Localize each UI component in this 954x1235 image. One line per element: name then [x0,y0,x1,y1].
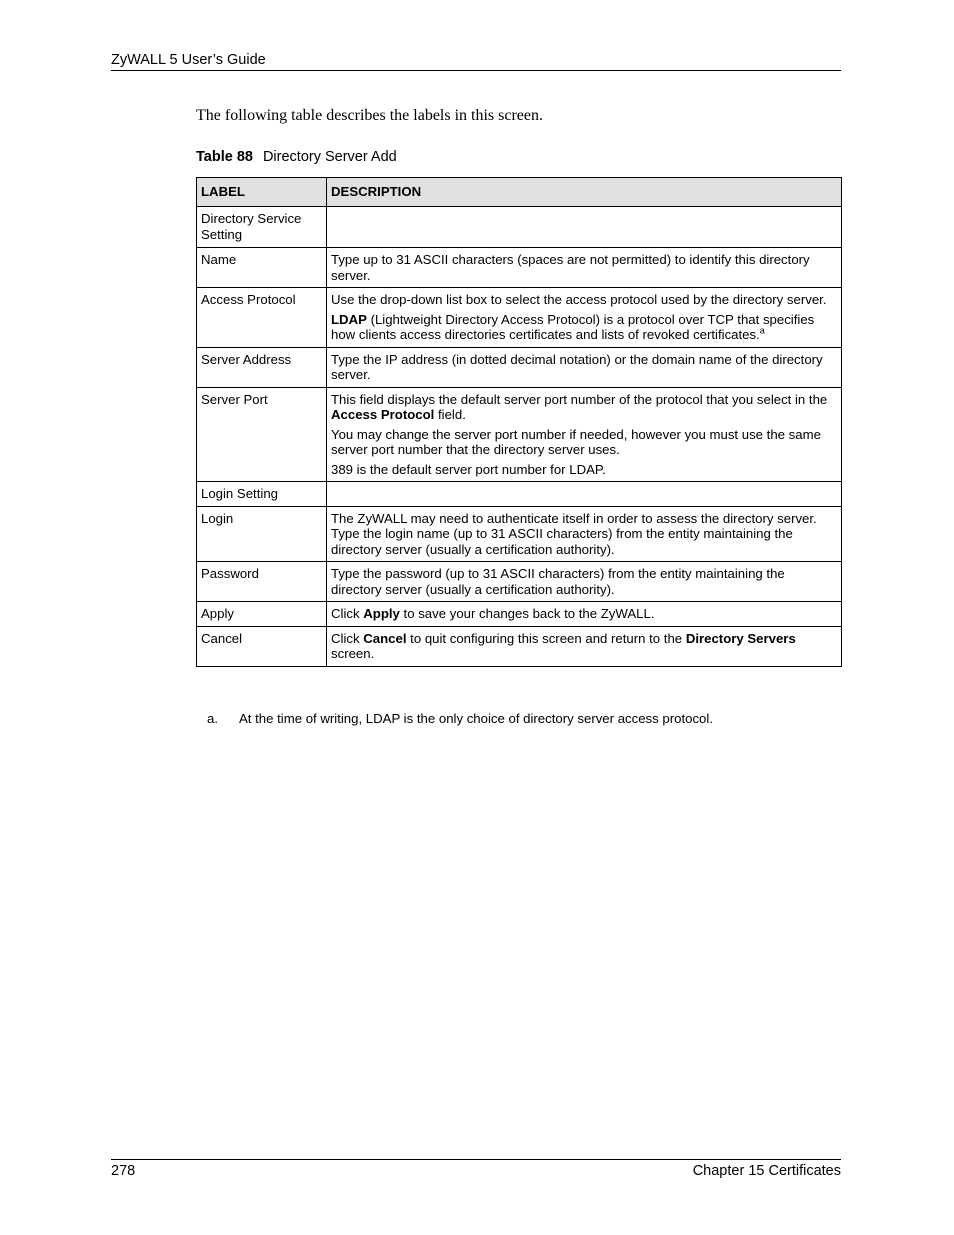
row-label: Login [197,506,327,562]
row-description: Type the password (up to 31 ASCII characters) from the entity maintaining the directory server (usually a certification authority). [327,562,842,602]
table-row [197,562,842,602]
table-title: Directory Server Add [262,149,397,165]
row-label: Name [197,248,327,288]
row-description [327,387,842,482]
footnote-text: At the time of writing, LDAP is the only choice of directory server access protocol. [239,711,713,726]
table-row [197,387,842,482]
emphasis-text: Cancel [363,630,407,646]
description-paragraph: You may change the server port number if needed, however you must use the same server port number that the directory server uses. [331,426,821,457]
row-label: Access Protocol [197,288,327,348]
header-title: ZyWALL 5 User’s Guide [111,52,266,68]
table-row [197,288,842,348]
column-header-label: LABEL [197,178,327,207]
column-header-description: DESCRIPTION [327,178,842,207]
description-text: Click [331,630,364,646]
table-row [197,347,842,387]
table-row [197,482,842,507]
description-paragraph [331,392,837,423]
row-label: Server Port [197,387,327,482]
label-description-table [196,177,842,667]
footnote-mark: a. [207,711,218,726]
row-description [327,626,842,666]
description-text: (Lightweight Directory Access Protocol) is a protocol over TCP that specifies how clients access directories certificates and lists of revoked certificates. [331,311,815,342]
running-footer [111,1159,841,1179]
row-description: Type up to 31 ASCII characters (spaces are not permitted) to identify this directory server. [327,248,842,288]
description-paragraph: Use the drop-down list box to select the access protocol used by the directory server. [331,292,827,307]
table-number: Table 88 [196,149,253,165]
description-text: field. [434,407,466,422]
description-paragraph [331,312,837,343]
row-label: Cancel [197,626,327,666]
description-text: to save your changes back to the ZyWALL. [399,606,655,621]
table-row [197,207,842,248]
emphasis-text: Directory Servers [685,630,796,646]
footnote-marker: a [759,325,765,336]
row-description: The ZyWALL may need to authenticate itself in order to assess the directory server. Type the login name (up to 31 ASCII characters) from the entity maintaining the directory server (usually a certification authority). [327,506,842,562]
page-number: 278 [111,1163,136,1179]
row-label: Apply [197,602,327,627]
table-row [197,626,842,666]
row-description [327,602,842,627]
row-description [327,207,842,248]
table-row [197,248,842,288]
table-caption [196,149,397,165]
description-paragraph: 389 is the default server port number for LDAP. [331,461,606,477]
description-text: to quit configuring this screen and return to the [406,630,686,646]
intro-text: The following table describes the labels in this screen. [196,107,544,124]
row-description: Type the IP address (in dotted decimal notation) or the domain name of the directory server. [327,347,842,387]
description-text: This field displays the default server port number of the protocol that you select in the [331,391,828,407]
description-text: Click [331,606,364,621]
row-description [327,482,842,507]
row-label: Login Setting [197,482,327,507]
table-footnote [207,711,713,726]
chapter-title: Chapter 15 Certificates [692,1163,841,1179]
row-label: Password [197,562,327,602]
emphasis-text: Apply [363,606,400,621]
emphasis-text: Access Protocol [331,407,435,422]
table-row [197,602,842,627]
row-label: Directory Service Setting [197,207,327,248]
emphasis-text: LDAP [331,311,367,327]
row-description [327,288,842,348]
table-header-row [197,178,842,207]
row-label: Server Address [197,347,327,387]
table-row [197,506,842,562]
description-text: screen. [331,646,375,661]
running-header [111,52,841,71]
